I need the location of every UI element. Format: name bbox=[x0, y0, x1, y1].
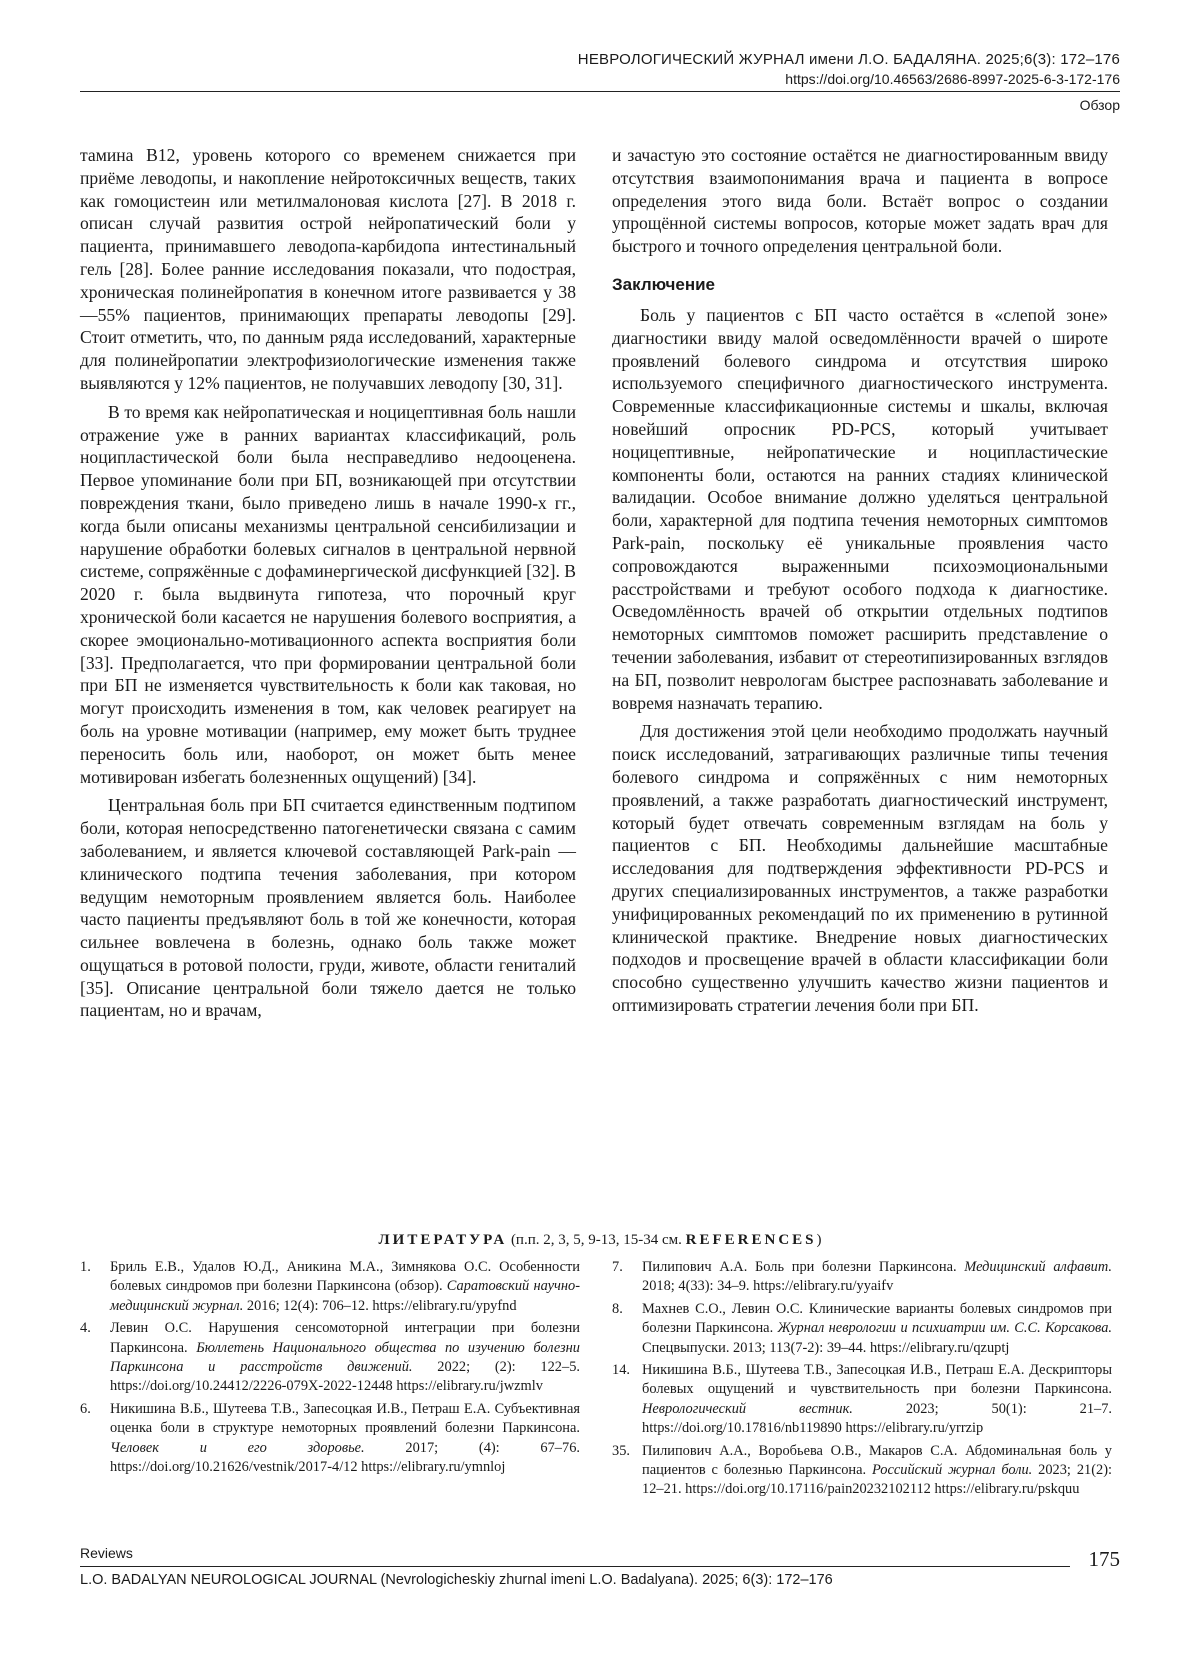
references-left-column bbox=[80, 1258, 580, 1480]
references-title bbox=[80, 1230, 1120, 1250]
reference-number: 4. bbox=[80, 1320, 91, 1337]
footer-section-label: Reviews bbox=[80, 1545, 133, 1561]
reference-journal: Бюллетень Национального общества по изучению болезни Паркинсона и расстройств движений. bbox=[110, 1339, 580, 1376]
references-title-note: (п.п. 2, 3, 5, 9-13, 15-34 см. bbox=[507, 1232, 686, 1248]
conclusion-paragraph: Для достижения этой цели необходимо продолжать научный поиск исследований, затрагивающих различные типы течения болевого синдрома и сопряжённых с ним немоторных проявлений, а также разработать диагностический инструмент, который будет отвечать современным взглядам на боль у пациентов с БП. Необходимы дальнейшие масштабные исследования для подтверждения эффективности PD-PCS и других специализированных инструментов, а также разработки унифицированных рекомендаций по их применению в рутинной клинической практике. Внедрение новых диагностических подходов и просвещение врачей в области классификации боли способно существенно улучшить качество жизни пациентов и оптимизировать стратегии лечения боли при БП. bbox=[612, 721, 1108, 1015]
reference-item bbox=[612, 1361, 1112, 1439]
conclusion-heading: Заключение bbox=[612, 274, 715, 294]
reference-authors-title: Никишина В.Б., Шутеева Т.В., Запесоцкая И.В., Петраш Е.А. Субъективная оценка боли в структуре немоторных проявлений болезни Паркинсона. bbox=[110, 1400, 580, 1437]
body-paragraph: В то время как нейропатическая и ноцицептивная боль нашли отражение уже в ранних вариантах классификаций, роль ноципластической боли была несправедливо недооценена. Первое упоминание боли при БП, возникающей при отсутствии повреждения ткани, было приведено лишь в начале 1990-х гг., когда были описаны механизмы центральной сенсибилизации и нарушение обработки болевых сигналов в центральной нервной системе, сопряжённые с дофаминергической дисфункцией [32]. В 2020 г. была выдвинута гипотеза, что порочный круг хронической боли касается не нарушения болевого восприятия, а скорее эмоционально-мотивационного аспекта восприятия боли [33]. Предполагается, что при формировании центральной боли при БП не изменяется чувствительность к боли как таковая, но могут происходить изменения в том, как человек реагирует на боль на уровне мотивации (например, ему может быть труднее переносить боль или, наоборот, он может быть менее мотивирован избегать болезненных ощущений) [34]. bbox=[80, 401, 576, 787]
reference-details[interactable]: Спецвыпуски. 2013; 113(7-2): 39–44. https://elibrary.ru/qzuptj bbox=[642, 1339, 1010, 1356]
references-title-close: ) bbox=[816, 1232, 822, 1248]
reference-authors-title: Никишина В.Б., Шутеева Т.В., Запесоцкая И.В., Петраш Е.А. Дескрипторы болевых ощущений и чувствительность при болезни Паркинсона. bbox=[642, 1362, 1112, 1398]
doi-link[interactable]: https://doi.org/10.46563/2686-8997-2025-6-3-172-176 bbox=[785, 71, 1120, 87]
reference-journal: Саратовский научно-медицинский журнал. bbox=[110, 1278, 580, 1314]
reference-item bbox=[612, 1258, 1112, 1297]
reference-details[interactable]: 2018; 4(33): 34–9. https://elibrary.ru/yyaifv bbox=[642, 1278, 894, 1295]
left-column bbox=[80, 144, 576, 1022]
body-paragraph: Центральная боль при БП считается единственным подтипом боли, которая непосредственно патогенетически связана с самим заболеванием, и является ключевой составляющей Park-pain — клинического подтипа течения заболевания, при котором ведущим немоторным проявлением является боль. Наиболее часто пациенты предъявляют боль в той же конечности, которая сильнее вовлечена в болезнь, однако боль также может ощущаться в ротовой полости, груди, животе, области гениталий [35]. Описание центральной боли тяжело дается не только пациентам, но и врачам, bbox=[80, 795, 576, 1021]
section-label: Обзор bbox=[1079, 97, 1120, 113]
reference-journal: Человек и его здоровье. bbox=[110, 1439, 365, 1456]
reference-details[interactable]: 2023; 21(2): 12–21. https://doi.org/10.17116/pain20232102112 https://elibrary.ru/pskquu bbox=[642, 1462, 1112, 1498]
journal-running-title: НЕВРОЛОГИЧЕСКИЙ ЖУРНАЛ имени Л.О. БАДАЛЯНА. 2025;6(3): 172–176 bbox=[577, 51, 1120, 68]
conclusion-paragraph: Боль у пациентов с БП часто остаётся в «слепой зоне» диагностики ввиду малой осведомлённости врачей о широте проявлений болевого синдрома и отсутствия широко используемого специфичного диагностического инструмента. Современные классификационные системы и шкалы, включая новейший опросник PD-PCS, который учитывает ноцицептивные, нейропатические и ноципластические компоненты боли, остаются на ранних стадиях клинической валидации. Особое внимание должно уделяться центральной боли, характерной для подтипа течения немоторных симптомов Park-pain, поскольку её уникальные проявления часто сопровождаются выраженными психоэмоциональными расстройствами и требуют особого подхода к диагностике. Осведомлённость врачей об открытии отдельных подтипов немоторных симптомов поможет расширить представление о течении заболевания, избавит от стереотипизированных взглядов на БП, позволит неврологам быстрее распознавать заболевание и вовремя назначать терапию. bbox=[612, 304, 1108, 713]
reference-details[interactable]: 2022; (2): 122–5. https://doi.org/10.24412/2226-079X-2022-12448 https://elibrary.ru/jwzmlv bbox=[110, 1359, 580, 1395]
reference-text bbox=[642, 1442, 1112, 1500]
reference-details[interactable]: 2016; 12(4): 706–12. https://elibrary.ru/ypyfnd bbox=[243, 1297, 517, 1314]
reference-journal: Журнал неврологии и психиатрии им. С.С. Корсакова. bbox=[777, 1320, 1112, 1337]
page-footer bbox=[80, 1544, 1120, 1588]
reference-journal: Медицинский алфавит. bbox=[964, 1259, 1112, 1275]
reference-authors-title: Пилипович А.А. Боль при болезни Паркинсона. bbox=[642, 1259, 965, 1275]
reference-text bbox=[110, 1258, 580, 1316]
reference-journal: Неврологический вестник. bbox=[642, 1400, 853, 1417]
reference-item bbox=[80, 1258, 580, 1316]
page-header bbox=[80, 50, 1120, 115]
reference-item bbox=[612, 1442, 1112, 1500]
body-paragraph: тамина B12, уровень которого со временем снижается при приёме леводопы, и накопление нейротоксичных веществ, таких как гомоцистеин или метилмалоновая кислота [27]. В 2018 г. описан случай развития острой нейропатический боли у пациента, принимавшего леводопа-карбидопа интестинальный гель [28]. Более ранние исследования показали, что подострая, хроническая полинейропатия в конечном итоге развивается у 38—55% пациентов, принимающих препараты леводопы [29]. Стоит отметить, что, по данным ряда исследований, характерные для полинейропатии электрофизиологические изменения также выявляются у 12% пациентов, не получавших леводопу [30, 31]. bbox=[80, 145, 576, 393]
header-divider bbox=[80, 91, 1120, 92]
reference-number: 7. bbox=[612, 1259, 623, 1275]
reference-details[interactable]: 2017; (4): 67–76. https://doi.org/10.21626/vestnik/2017-4/12 https://elibrary.ru/ymnloj bbox=[110, 1439, 580, 1476]
reference-item bbox=[612, 1300, 1112, 1358]
reference-item bbox=[80, 1400, 580, 1478]
reference-text bbox=[642, 1300, 1112, 1358]
reference-item bbox=[80, 1319, 580, 1397]
footer-divider bbox=[80, 1566, 1070, 1567]
reference-authors-title: Пилипович А.А., Воробьева О.В., Макаров С.А. Абдоминальная боль у пациентов с болезнью Паркинсона. bbox=[642, 1442, 1112, 1479]
reference-number: 35. bbox=[612, 1442, 630, 1459]
reference-text bbox=[642, 1258, 1112, 1297]
reference-text bbox=[110, 1400, 580, 1478]
reference-number: 8. bbox=[612, 1300, 623, 1317]
reference-authors-title: Махнев С.О., Левин О.С. Клинические варианты болевых синдромов при болезни Паркинсона. bbox=[642, 1300, 1112, 1337]
right-column bbox=[612, 144, 1108, 1017]
footer-citation: L.O. BADALYAN NEUROLOGICAL JOURNAL (Nevrologicheskiy zhurnal imeni L.O. Badalyana). 2025; 6(3): 172–176 bbox=[80, 1572, 833, 1588]
reference-authors-title: Левин О.С. Нарушения сенсомоторной интеграции при болезни Паркинсона. bbox=[110, 1320, 580, 1356]
reference-text bbox=[110, 1319, 580, 1397]
references-right-column bbox=[612, 1258, 1112, 1503]
references-title-en: REFERENCES bbox=[685, 1232, 817, 1248]
reference-number: 1. bbox=[80, 1259, 91, 1275]
reference-number: 14. bbox=[612, 1362, 630, 1379]
reference-text bbox=[642, 1361, 1112, 1439]
page-number: 175 bbox=[1088, 1547, 1120, 1571]
reference-authors-title: Бриль Е.В., Удалов Ю.Д., Аникина М.А., Зимнякова О.С. Особенности болевых синдромов при болезни Паркинсона (обзор). bbox=[110, 1259, 580, 1295]
references-title-ru: ЛИТЕРАТУРА bbox=[378, 1232, 508, 1248]
reference-number: 6. bbox=[80, 1400, 91, 1417]
body-paragraph: и зачастую это состояние остаётся не диагностированным ввиду отсутствия взаимопонимания врача и пациента в вопросе определения этого вида боли. Встаёт вопрос о создании упрощённой системы вопросов, которые может задать врач для быстрого и точного определения центральной боли. bbox=[612, 145, 1108, 257]
reference-details[interactable]: 2023; 50(1): 21–7. https://doi.org/10.17816/nb119890 https://elibrary.ru/yrrzip bbox=[642, 1400, 1112, 1437]
reference-journal: Российский журнал боли. bbox=[872, 1462, 1033, 1479]
